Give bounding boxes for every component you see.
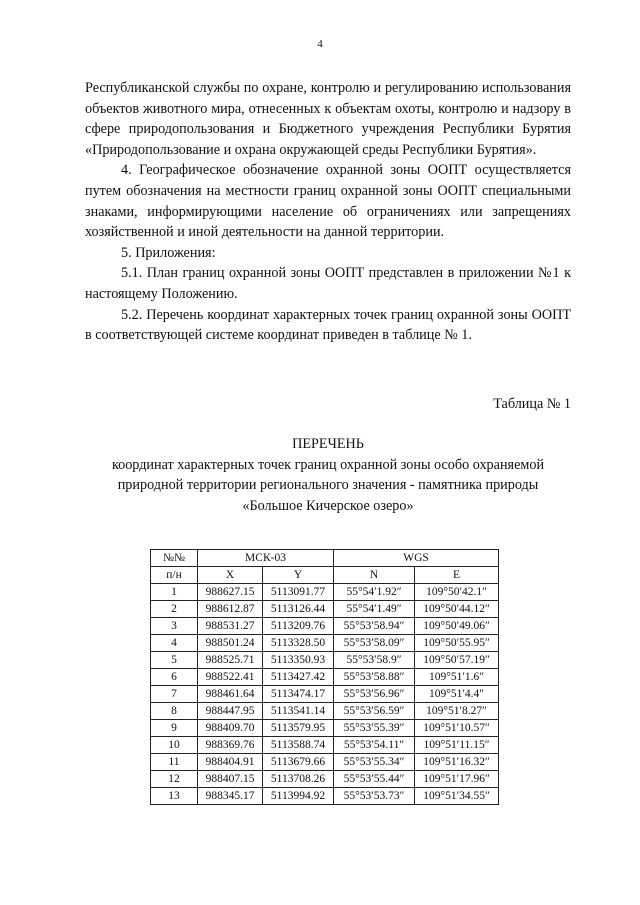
cell-number: 1	[151, 584, 198, 601]
cell-y: 5113541.14	[263, 703, 334, 720]
cell-e: 109°51′34.55″	[415, 788, 499, 805]
cell-x: 988404.91	[198, 754, 263, 771]
cell-y: 5113350.93	[263, 652, 334, 669]
heading-title: ПЕРЕЧЕНЬ	[292, 436, 364, 452]
header-number-bottom: п/н	[151, 567, 198, 584]
cell-number: 11	[151, 754, 198, 771]
cell-e: 109°50′44.12″	[415, 601, 499, 618]
cell-e: 109°51′4.4″	[415, 686, 499, 703]
cell-n: 55°53′58.09″	[334, 635, 415, 652]
cell-number: 5	[151, 652, 198, 669]
cell-n: 55°54′1.49″	[334, 601, 415, 618]
cell-x: 988501.24	[198, 635, 263, 652]
table-row	[151, 754, 499, 771]
cell-y: 5113427.42	[263, 669, 334, 686]
paragraph-item-5-2: 5.2. Перечень координат характерных точек границ охранной зоны ООПТ в соответствующей системе координат приведен в таблице № 1.	[85, 306, 571, 344]
cell-y: 5113994.92	[263, 788, 334, 805]
cell-x: 988409.70	[198, 720, 263, 737]
header-number-top: №№	[151, 550, 198, 567]
cell-number: 3	[151, 618, 198, 635]
cell-e: 109°51′1.6″	[415, 669, 499, 686]
table-header-row	[151, 550, 499, 567]
cell-x: 988612.87	[198, 601, 263, 618]
cell-y: 5113091.77	[263, 584, 334, 601]
table-row	[151, 686, 499, 703]
header-y: Y	[263, 567, 334, 584]
cell-n: 55°53′56.96″	[334, 686, 415, 703]
cell-e: 109°51′17.96″	[415, 771, 499, 788]
heading-line-3: «Большое Кичерское озеро»	[242, 497, 414, 514]
paragraph-item-5: 5. Приложения:	[121, 244, 216, 261]
header-msk-group: МСК-03	[198, 550, 334, 567]
cell-n: 55°53′53.73″	[334, 788, 415, 805]
table-row	[151, 720, 499, 737]
table-row	[151, 737, 499, 754]
cell-number: 2	[151, 601, 198, 618]
cell-e: 109°50′42.1″	[415, 584, 499, 601]
cell-n: 55°53′55.44″	[334, 771, 415, 788]
cell-y: 5113579.95	[263, 720, 334, 737]
cell-number: 9	[151, 720, 198, 737]
table-row	[151, 669, 499, 686]
table-row	[151, 601, 499, 618]
cell-x: 988522.41	[198, 669, 263, 686]
cell-e: 109°51′11.15″	[415, 737, 499, 754]
cell-number: 10	[151, 737, 198, 754]
table-body	[151, 584, 499, 805]
header-e: E	[415, 567, 499, 584]
cell-e: 109°50′49.06″	[415, 618, 499, 635]
cell-y: 5113474.17	[263, 686, 334, 703]
table-row	[151, 618, 499, 635]
table-row	[151, 771, 499, 788]
cell-n: 55°53′55.34″	[334, 754, 415, 771]
cell-n: 55°54′1.92″	[334, 584, 415, 601]
cell-e: 109°50′57.19″	[415, 652, 499, 669]
cell-number: 6	[151, 669, 198, 686]
cell-number: 13	[151, 788, 198, 805]
cell-number: 8	[151, 703, 198, 720]
cell-x: 988345.17	[198, 788, 263, 805]
header-n: N	[334, 567, 415, 584]
table-row	[151, 703, 499, 720]
table-heading	[60, 434, 596, 516]
cell-number: 4	[151, 635, 198, 652]
heading-line-2: природной территории регионального значения - памятника природы	[117, 477, 539, 494]
cell-number: 12	[151, 771, 198, 788]
cell-n: 55°53′55.39″	[334, 720, 415, 737]
cell-y: 5113328.50	[263, 635, 334, 652]
cell-y: 5113679.66	[263, 754, 334, 771]
paragraph-item-4: 4. Географическое обозначение охранной зоны ООПТ осуществляется путем обозначения на местности границ охранной зоны ООПТ специальными знаками, информирующими население об ограничениях или запрещениях хозяйственной и иной деятельности на данной территории.	[85, 162, 571, 241]
cell-x: 988407.15	[198, 771, 263, 788]
header-x: X	[198, 567, 263, 584]
cell-x: 988461.64	[198, 686, 263, 703]
cell-x: 988369.76	[198, 737, 263, 754]
cell-x: 988447.95	[198, 703, 263, 720]
page-number: 4	[317, 38, 323, 50]
cell-e: 109°51′8.27″	[415, 703, 499, 720]
cell-number: 7	[151, 686, 198, 703]
header-wgs-group: WGS	[334, 550, 499, 567]
paragraph-continuation: Республиканской службы по охране, контролю и регулированию использования объектов животного мира, отнесенных к объектам охоты, контролю и надзору в сфере природопользования и Бюджетного учреждения Республики Бурятия «Природопользование и охрана окружающей среды Республики Бурятия».	[85, 80, 571, 158]
cell-y: 5113126.44	[263, 601, 334, 618]
paragraph-item-5-1: 5.1. План границ охранной зоны ООПТ представлен в приложении №1 к настоящему Положению.	[85, 265, 571, 302]
cell-y: 5113588.74	[263, 737, 334, 754]
heading-line-1: координат характерных точек границ охранной зоны особо охраняемой	[111, 456, 545, 473]
cell-x: 988525.71	[198, 652, 263, 669]
cell-n: 55°53′56.59″	[334, 703, 415, 720]
body-text	[85, 78, 571, 346]
table-label: Таблица № 1	[493, 396, 571, 412]
cell-e: 109°51′16.32″	[415, 754, 499, 771]
cell-e: 109°51′10.57″	[415, 720, 499, 737]
cell-n: 55°53′58.88″	[334, 669, 415, 686]
cell-n: 55°53′54.11″	[334, 737, 415, 754]
cell-x: 988531.27	[198, 618, 263, 635]
table-subheader-row	[151, 567, 499, 584]
cell-y: 5113209.76	[263, 618, 334, 635]
table-row	[151, 652, 499, 669]
cell-n: 55°53′58.9″	[334, 652, 415, 669]
table-row	[151, 788, 499, 805]
cell-x: 988627.15	[198, 584, 263, 601]
cell-e: 109°50′55.95″	[415, 635, 499, 652]
table-row	[151, 635, 499, 652]
cell-n: 55°53′58.94″	[334, 618, 415, 635]
cell-y: 5113708.26	[263, 771, 334, 788]
table-row	[151, 584, 499, 601]
coordinates-table	[150, 549, 499, 805]
